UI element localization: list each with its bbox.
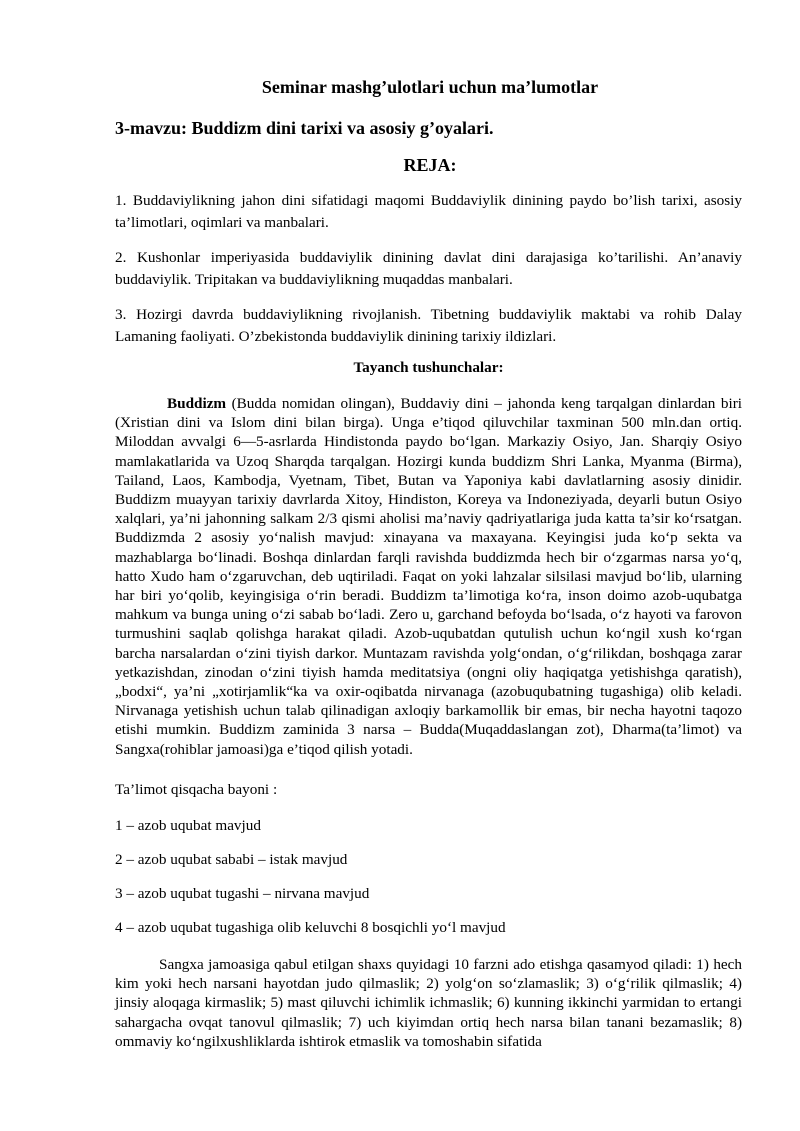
teaching-item: 3 – azob uqubat tugashi – nirvana mavjud (115, 885, 370, 902)
buddhism-definition (115, 394, 742, 759)
buddhism-definition-text: (Budda nomidan olingan), Buddaviy dini – jahonda keng tarqalgan dinlardan biri (Xristian dini va Islom dini bilan birga). Unga e’tiqod qiluvchilar taxminan 500 mln.dan ortiq. Miloddan avvalgi 6—5-asrlarda Hindistonda paydo bo‘lgan. Markaziy Osiyo, Jan. Sharqiy Osiyo mamlakatlarida va Uzoq Sharqda tarqalgan. Hozirgi kunda buddizm Shri Lanka, Myanma (Birma), Tailand, Laos, Kambodja, Vyetnam, Tibet, Butan va Yaponiya kabi davlatlarning asosiy dinidir. Buddizm muayyan tarixiy davrlarda Xitoy, Hindiston, Koreya va Indoneziyada, deyarli butun Osiyo xalqlari, ya’ni jahonning salkam 2/3 qismi aholisi ma’naviy qadriyatlariga juda katta ta’sir ko‘rsatgan. Buddizmda 2 asosiy yo‘nalish mavjud: xinayana va maxayana. Keyingisi juda ko‘p sekta va mazhablarga bo‘linadi. Boshqa dinlardan farqli ravishda buddizmda hech bir o‘zgarmas narsa yo‘q, hatto Xudo ham o‘zgaruvchan, deb uqtiriladi. Faqat on yoki lahzalar silsilasi mavjud bo‘lib, ularning har biri yo‘qolib, keyingisiga o‘rin beradi. Buddizm ta’limotiga ko‘ra, inson doimo azob-uqubatga mahkum va bunga uning o‘zi sabab bo‘ladi. Zero u, garchand befoyda bo‘lsada, o‘z hayoti va farovon turmushini saqlab qolishga harakat qiladi. Azob-uqubatdan qutulish uchun ko‘ngil xush ko‘rgan barcha narsalardan o‘zini tiyish darkor. Muntazam ravishda yolg‘ondan, o‘g‘rilikdan, boshqaga zarar yetkazishdan, zinodan o‘zini tiyish hamda meditatsiya (ongni oliy haqiqatga yetishishga qaratish), „bodxi“, ya’ni „xotirjamlik“ka va oxir-oqibatda nirvanaga (azobuqubatning tugashiga) olib keladi. Nirvanaga yetishish uchun talab qilinadigan axloqiy barkamollik bir emas, bir necha hayotni taqozo etishi mumkin. Buddizm zaminida 3 narsa – Budda(Muqaddaslangan zot), Dharma(ta’limot) va Sangxa(rohiblar jamoasi)ga e’tiqod qilish yotadi. (115, 395, 742, 758)
document-title: Seminar mashg’ulotlari uchun ma’lumotlar (261, 77, 599, 97)
teaching-item: 4 – azob uqubat tugashiga olib keluvchi 8 bosqichli yo‘l mavjud (115, 919, 506, 936)
teaching-item: 1 – azob uqubat mavjud (115, 817, 261, 834)
buddhism-term: Buddizm (167, 395, 227, 412)
plan-item: 2. Kushonlar imperiyasida buddaviylik dinining davlat dini darajasiga ko’tarilishi. An’anaviy buddaviylik. Tripitakan va buddaviylikning muqaddas manbalari. (115, 249, 742, 288)
plan-heading: REJA: (403, 155, 457, 175)
concepts-heading: Tayanch tushunchalar: (353, 359, 504, 376)
plan-item: 1. Buddaviylikning jahon dini sifatidagi maqomi Buddaviylik dinining paydo bo’lish tarixi, asosiy ta’limotlari, oqimlari va manbalari. (115, 192, 742, 231)
teaching-item: 2 – azob uqubat sababi – istak mavjud (115, 851, 348, 868)
topic-heading: 3-mavzu: Buddizm dini tarixi va asosiy g’oyalari. (115, 118, 494, 138)
plan-item: 3. Hozirgi davrda buddaviylikning rivojlanish. Tibetning buddaviylik maktabi va rohib Dalay Lamaning faoliyati. O’zbekistonda buddaviylik dinining tarixiy ildizlari. (115, 306, 742, 345)
teaching-heading: Ta’limot qisqacha bayoni : (115, 781, 278, 798)
sangha-paragraph: Sangxa jamoasiga qabul etilgan shaxs quyidagi 10 farzni ado etishga qasamyod qiladi: 1) hech kim yoki hech narsani hayotdan judo qilmaslik; 2) yolg‘on so‘zlamaslik; 3) o‘g‘rilik qilmaslik; 4) jinsiy aloqaga kirmaslik; 5) mast qiluvchi ichimlik ichmaslik; 6) kunning ikkinchi yarmidan to ertangi sahargacha ovqat tanovul qilmaslik; 7) uch kiyimdan ortiq hech narsa bilan tanani bezamaslik; 8) ommaviy ko‘ngilxushliklarda ishtirok etmaslik va tomoshabin sifatida (115, 956, 742, 1050)
